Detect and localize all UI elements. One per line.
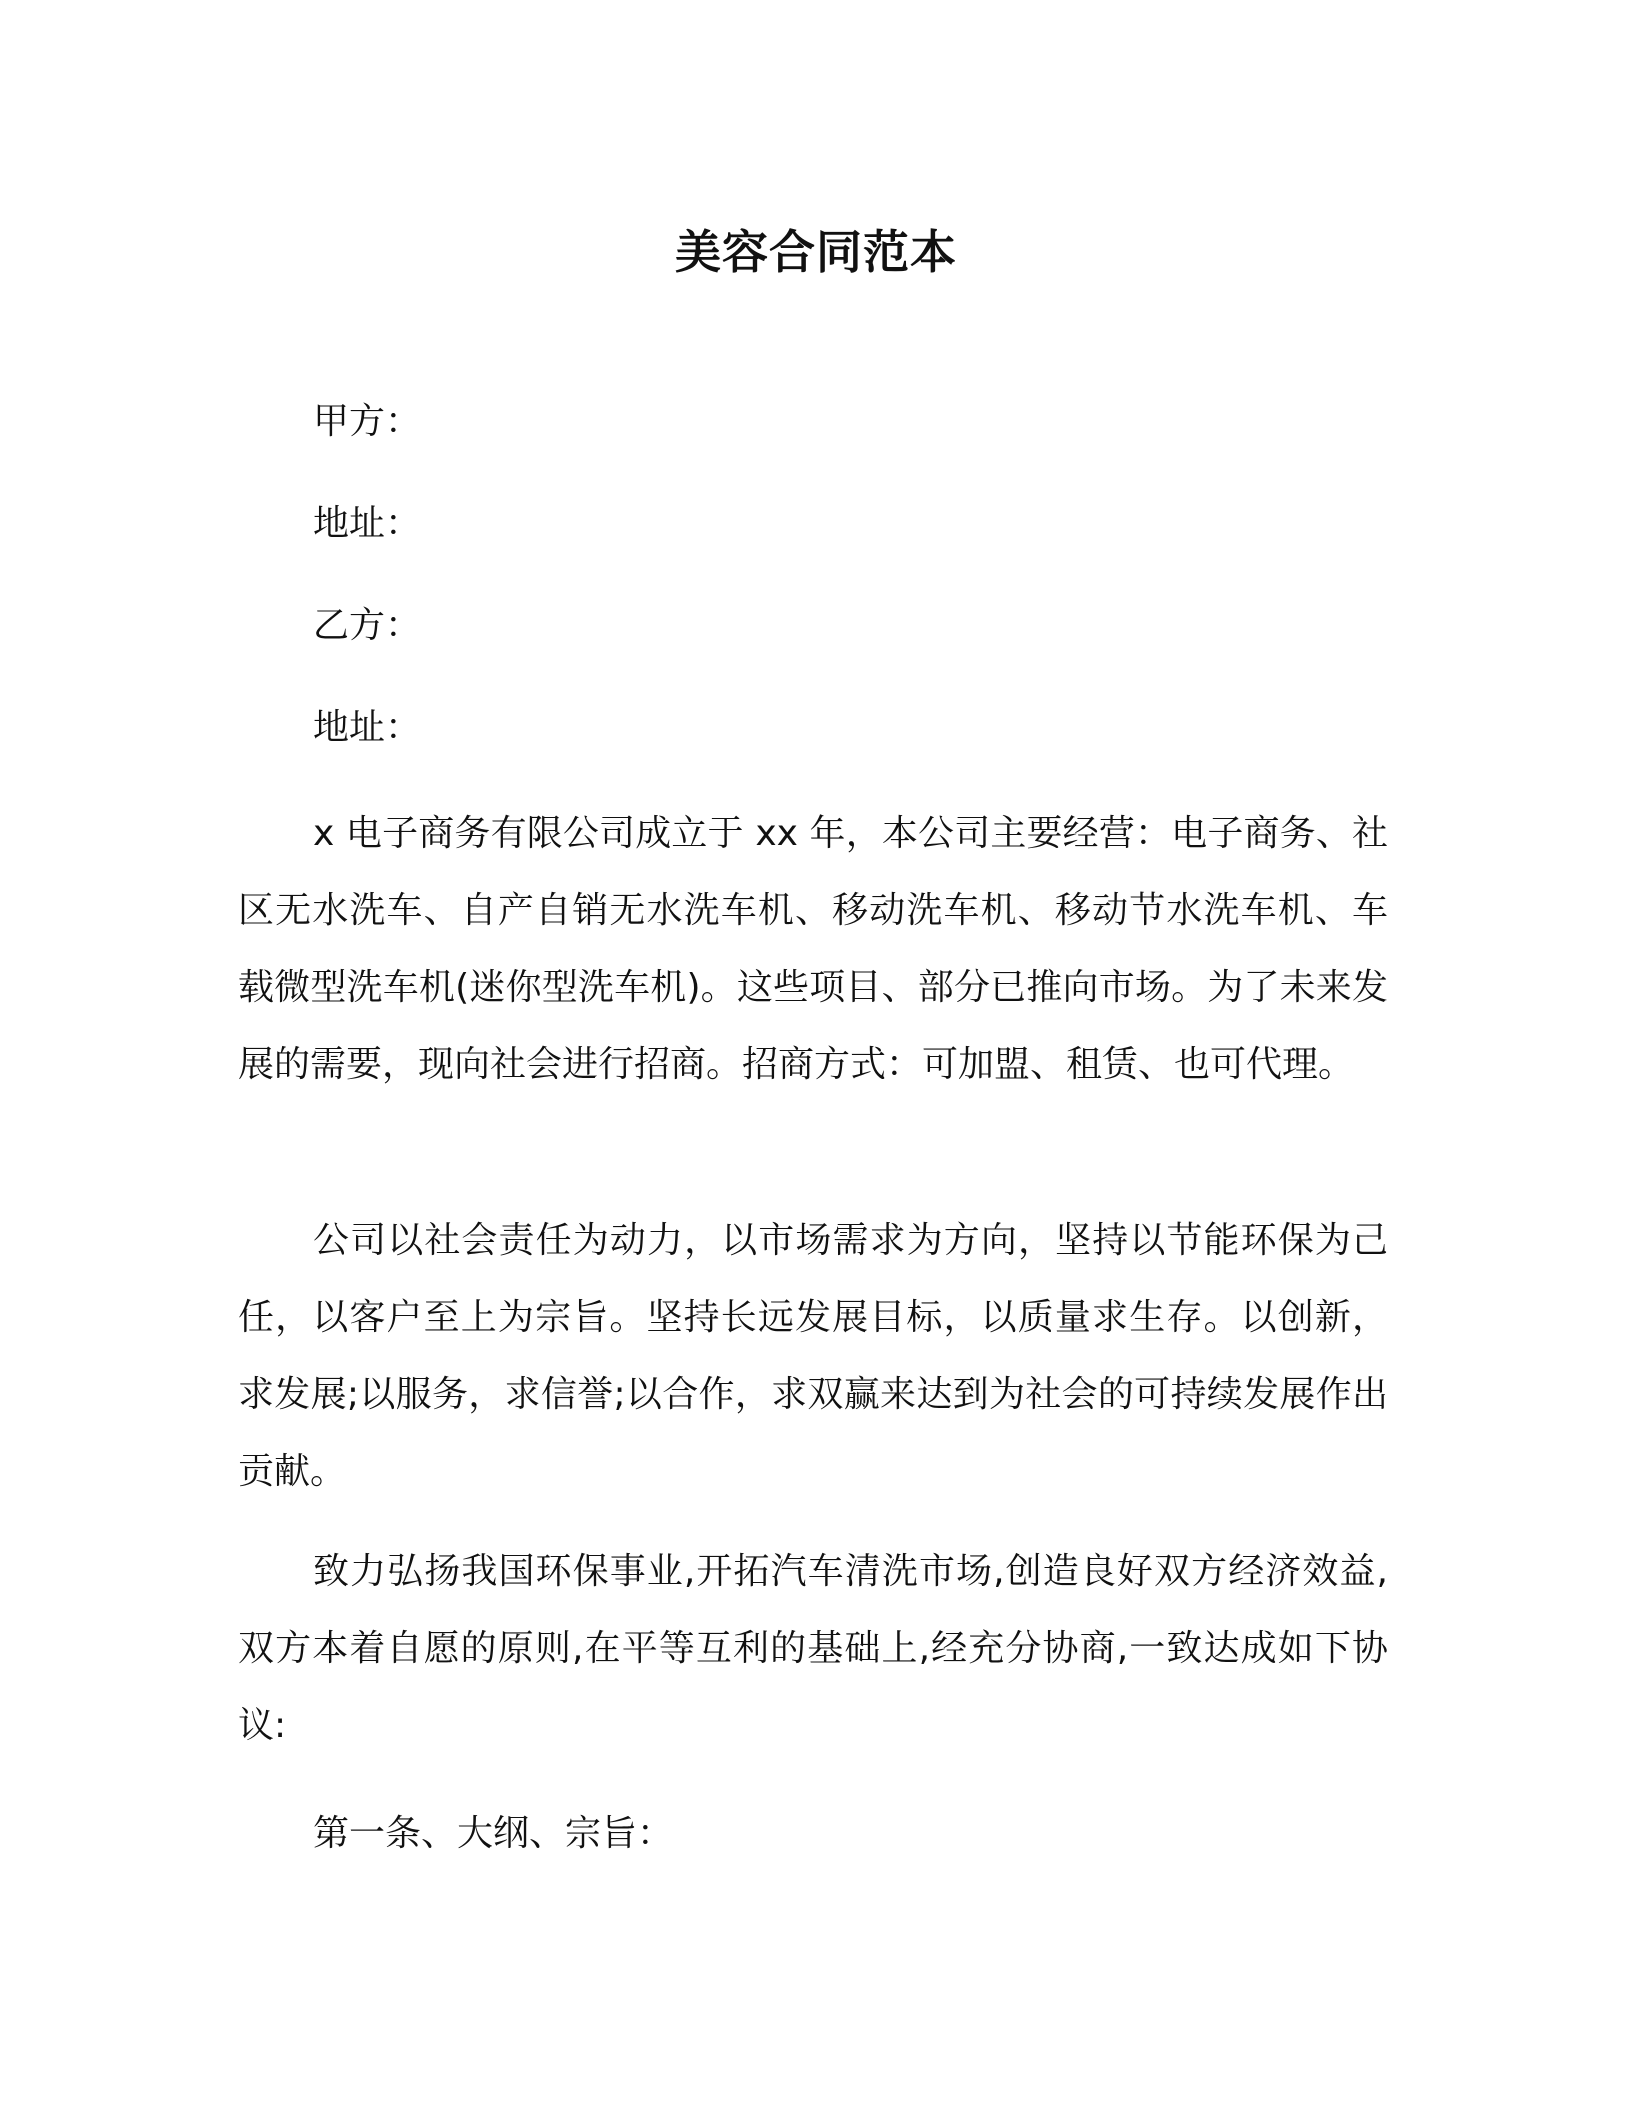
party-a-label: 甲方： (313, 401, 422, 442)
section-heading: 第一条、大纲、宗旨： (313, 1813, 674, 1854)
agreement-preamble-paragraph: 致力弘扬我国环保事业,开拓汽车清洗市场,创造良好双方经济效益,双方本着自愿的原则,在平等互利的基础上,经充分协商,一致达成如下协议: (238, 1551, 1388, 1746)
party-b-address-label: 地址： (313, 707, 422, 748)
document-title: 美容合同范本 (675, 225, 957, 279)
party-a-address-label: 地址： (313, 503, 422, 544)
company-mission-paragraph: 公司以社会责任为动力，以市场需求为方向，坚持以节能环保为己任，以客户至上为宗旨。坚持长远发展目标，以质量求生存。以创新，求发展;以服务，求信誉;以合作，求双赢来达到为社会的可持续发展作出贡献。 (238, 1220, 1388, 1492)
party-b-label: 乙方： (313, 605, 422, 646)
company-intro-paragraph: x 电子商务有限公司成立于 xx 年，本公司主要经营：电子商务、社区无水洗车、自产自销无水洗车机、移动洗车机、移动节水洗车机、车载微型洗车机(迷你型洗车机)。这些项目、部分已推向市场。为了未来发展的需要，现向社会进行招商。招商方式：可加盟、租赁、也可代理。 (238, 813, 1388, 1085)
